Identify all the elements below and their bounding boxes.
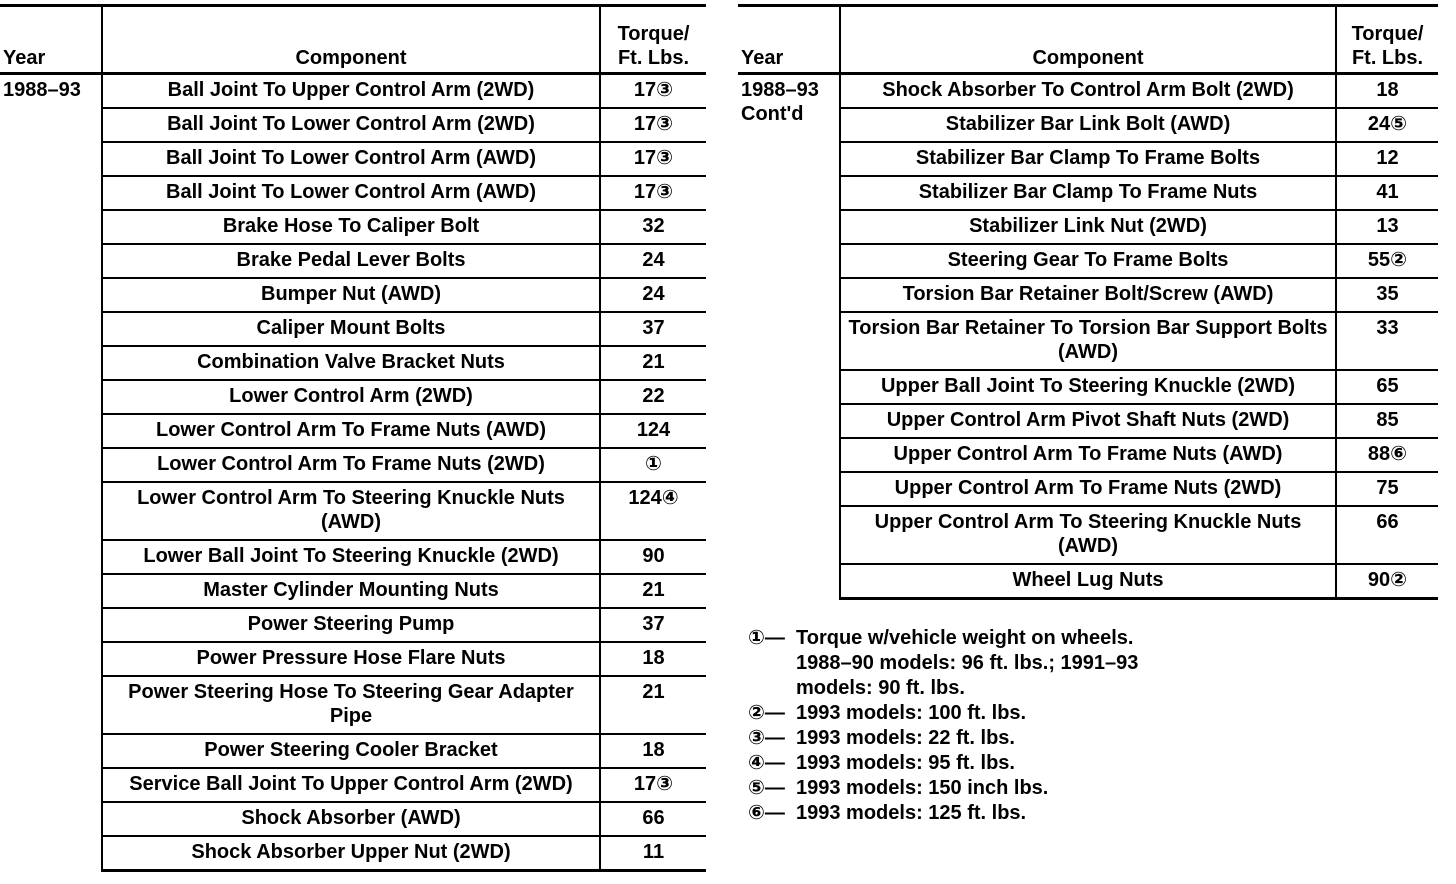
footnotes: [748, 626, 1438, 826]
torque-cell: 41: [1336, 176, 1438, 210]
torque-cell: 90: [600, 540, 706, 574]
table-row: [738, 176, 1438, 210]
torque-cell: 12: [1336, 142, 1438, 176]
year-header: Year: [738, 6, 840, 74]
table-row: [0, 540, 706, 574]
torque-cell: 11: [600, 836, 706, 871]
component-cell: Lower Control Arm To Frame Nuts (2WD): [102, 448, 600, 482]
year-header: Year: [0, 6, 102, 74]
year-cell: [738, 74, 840, 599]
torque-cell: 22: [600, 380, 706, 414]
torque-cell: 17③: [600, 176, 706, 210]
table-row: [0, 802, 706, 836]
torque-cell: 17③: [600, 74, 706, 109]
table-row: [0, 142, 706, 176]
continued-label: Cont'd: [741, 103, 804, 125]
torque-cell: 124④: [600, 482, 706, 540]
component-cell: Lower Control Arm To Steering Knuckle Nuts (AWD): [102, 482, 600, 540]
torque-cell: 18: [600, 642, 706, 676]
torque-cell: 18: [1336, 74, 1438, 109]
footnote-line: models: 90 ft. lbs.: [796, 677, 965, 699]
component-cell: Upper Control Arm To Frame Nuts (AWD): [840, 438, 1336, 472]
footnote-line: 1993 models: 22 ft. lbs.: [796, 727, 1015, 749]
table-row: [738, 244, 1438, 278]
component-cell: Ball Joint To Upper Control Arm (2WD): [102, 74, 600, 109]
footnote-line: 1993 models: 100 ft. lbs.: [796, 702, 1027, 724]
table-row: [738, 278, 1438, 312]
left-header-row: [0, 6, 706, 74]
torque-cell: 33: [1336, 312, 1438, 370]
component-cell: Wheel Lug Nuts: [840, 564, 1336, 599]
footnote: [748, 726, 1438, 751]
component-cell: Torsion Bar Retainer Bolt/Screw (AWD): [840, 278, 1336, 312]
component-cell: Stabilizer Bar Clamp To Frame Bolts: [840, 142, 1336, 176]
torque-cell: 18: [600, 734, 706, 768]
component-cell: Power Pressure Hose Flare Nuts: [102, 642, 600, 676]
table-row: [0, 734, 706, 768]
component-cell: Torsion Bar Retainer To Torsion Bar Support Bolts (AWD): [840, 312, 1336, 370]
table-row: [0, 574, 706, 608]
torque-cell: 17③: [600, 108, 706, 142]
table-row: [738, 370, 1438, 404]
component-cell: Power Steering Cooler Bracket: [102, 734, 600, 768]
component-cell: Ball Joint To Lower Control Arm (2WD): [102, 108, 600, 142]
component-cell: Stabilizer Bar Link Bolt (AWD): [840, 108, 1336, 142]
table-row: [0, 108, 706, 142]
left-table-body: [0, 74, 706, 871]
footnote: [748, 626, 1438, 701]
footnote-marker: ②—: [748, 702, 785, 724]
table-row: [738, 312, 1438, 370]
component-cell: Ball Joint To Lower Control Arm (AWD): [102, 142, 600, 176]
torque-cell: 75: [1336, 472, 1438, 506]
table-row: [0, 768, 706, 802]
torque-cell: 13: [1336, 210, 1438, 244]
table-row: [0, 380, 706, 414]
table-row: [738, 74, 1438, 109]
torque-cell: 21: [600, 346, 706, 380]
footnote-text: [796, 801, 1438, 826]
component-cell: Lower Control Arm To Frame Nuts (AWD): [102, 414, 600, 448]
table-row: [0, 312, 706, 346]
component-cell: Upper Control Arm To Frame Nuts (2WD): [840, 472, 1336, 506]
torque-cell: 37: [600, 312, 706, 346]
footnote-marker: ①—: [748, 627, 785, 649]
torque-cell: 24: [600, 278, 706, 312]
component-cell: Shock Absorber Upper Nut (2WD): [102, 836, 600, 871]
table-row: [0, 346, 706, 380]
torque-cell: 55②: [1336, 244, 1438, 278]
table-row: [0, 642, 706, 676]
table-row: [0, 482, 706, 540]
torque-header-line2: Ft. Lbs.: [1351, 47, 1424, 69]
component-cell: Caliper Mount Bolts: [102, 312, 600, 346]
component-cell: Steering Gear To Frame Bolts: [840, 244, 1336, 278]
component-cell: Lower Control Arm (2WD): [102, 380, 600, 414]
year-cell: 1988–93: [3, 79, 81, 101]
footnote-text: [796, 726, 1438, 751]
torque-cell: 21: [600, 676, 706, 734]
torque-cell: 35: [1336, 278, 1438, 312]
footnote-text: [796, 776, 1438, 801]
footnote-text: [796, 701, 1438, 726]
table-row: [0, 210, 706, 244]
component-cell: Stabilizer Link Nut (2WD): [840, 210, 1336, 244]
component-cell: Master Cylinder Mounting Nuts: [102, 574, 600, 608]
footnote-line: Torque w/vehicle weight on wheels.: [796, 627, 1134, 649]
torque-cell: 124: [600, 414, 706, 448]
torque-cell: 66: [1336, 506, 1438, 564]
table-row: [0, 676, 706, 734]
footnote-marker: ③—: [748, 727, 785, 749]
table-row: [738, 564, 1438, 599]
footnote: [748, 751, 1438, 776]
component-cell: Shock Absorber (AWD): [102, 802, 600, 836]
footnote-marker: ⑥—: [748, 802, 785, 824]
table-row: [0, 608, 706, 642]
component-cell: Bumper Nut (AWD): [102, 278, 600, 312]
component-cell: Stabilizer Bar Clamp To Frame Nuts: [840, 176, 1336, 210]
right-torque-table: [738, 4, 1438, 600]
torque-cell: 24: [600, 244, 706, 278]
table-row: [0, 74, 706, 109]
component-cell: Shock Absorber To Control Arm Bolt (2WD): [840, 74, 1336, 109]
footnote-marker: ④—: [748, 752, 785, 774]
table-row: [0, 278, 706, 312]
component-cell: Brake Hose To Caliper Bolt: [102, 210, 600, 244]
component-cell: Combination Valve Bracket Nuts: [102, 346, 600, 380]
footnote-text: [796, 751, 1438, 776]
component-header: Component: [840, 6, 1336, 74]
table-row: [0, 448, 706, 482]
torque-cell: 88⑥: [1336, 438, 1438, 472]
torque-header-line1: Torque/: [617, 23, 690, 45]
component-cell: Upper Ball Joint To Steering Knuckle (2WD): [840, 370, 1336, 404]
torque-header: [1336, 6, 1438, 74]
table-row: [738, 108, 1438, 142]
table-row: [738, 438, 1438, 472]
torque-header: [600, 6, 706, 74]
torque-header-line1: Torque/: [1351, 23, 1424, 45]
component-cell: Power Steering Pump: [102, 608, 600, 642]
year-label: 1988–93: [741, 79, 819, 101]
right-table-body: [738, 74, 1438, 599]
footnote-text: [796, 626, 1438, 701]
table-row: [738, 142, 1438, 176]
component-cell: Brake Pedal Lever Bolts: [102, 244, 600, 278]
torque-cell: 21: [600, 574, 706, 608]
left-torque-table: [0, 4, 706, 872]
torque-cell: 32: [600, 210, 706, 244]
footnote-line: 1993 models: 95 ft. lbs.: [796, 752, 1015, 774]
torque-cell: 24⑤: [1336, 108, 1438, 142]
footnote: [748, 801, 1438, 826]
table-row: [738, 506, 1438, 564]
footnote-line: 1993 models: 125 ft. lbs.: [796, 802, 1027, 824]
component-cell: Power Steering Hose To Steering Gear Adapter Pipe: [102, 676, 600, 734]
component-cell: Ball Joint To Lower Control Arm (AWD): [102, 176, 600, 210]
component-cell: Lower Ball Joint To Steering Knuckle (2WD): [102, 540, 600, 574]
torque-cell: 65: [1336, 370, 1438, 404]
component-cell: Upper Control Arm To Steering Knuckle Nuts (AWD): [840, 506, 1336, 564]
torque-cell: 37: [600, 608, 706, 642]
footnote-marker: ⑤—: [748, 777, 785, 799]
component-header: Component: [102, 6, 600, 74]
footnote: [748, 776, 1438, 801]
torque-header-line2: Ft. Lbs.: [617, 47, 690, 69]
torque-cell: 90②: [1336, 564, 1438, 599]
torque-cell: ①: [600, 448, 706, 482]
table-row: [738, 472, 1438, 506]
torque-cell: 17③: [600, 768, 706, 802]
table-row: [0, 176, 706, 210]
torque-cell: 17③: [600, 142, 706, 176]
table-row: [738, 210, 1438, 244]
table-row: [0, 836, 706, 871]
table-row: [738, 404, 1438, 438]
component-cell: Upper Control Arm Pivot Shaft Nuts (2WD): [840, 404, 1336, 438]
footnote-line: 1988–90 models: 96 ft. lbs.; 1991–93: [796, 652, 1139, 674]
right-header-row: [738, 6, 1438, 74]
footnote-line: 1993 models: 150 inch lbs.: [796, 777, 1049, 799]
torque-cell: 85: [1336, 404, 1438, 438]
component-cell: Service Ball Joint To Upper Control Arm (2WD): [102, 768, 600, 802]
table-row: [0, 244, 706, 278]
table-row: [0, 414, 706, 448]
torque-cell: 66: [600, 802, 706, 836]
footnote: [748, 701, 1438, 726]
